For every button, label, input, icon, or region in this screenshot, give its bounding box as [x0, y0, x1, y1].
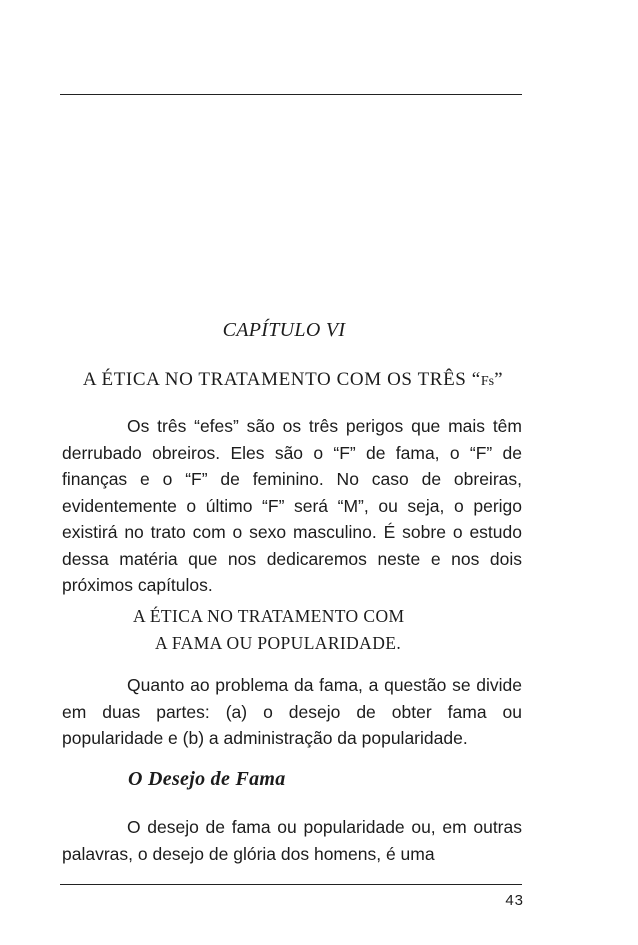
- section-title: [133, 603, 513, 657]
- chapter-title-end: ”: [494, 369, 504, 390]
- paragraph-fame: Quanto ao problema da fama, a questão se divide em duas partes: (a) o desejo de obter fama ou popularidade e (b) a administração da popularidade.: [62, 675, 522, 748]
- section-title-line-1: A ÉTICA NO TRATAMENTO COM: [133, 606, 405, 626]
- chapter-title-main: A ÉTICA NO TRATAMENTO COM OS TRÊS “: [82, 369, 481, 390]
- chapter-title-small: Fs: [480, 374, 495, 389]
- page-number: 43: [505, 892, 524, 909]
- chapter-title: [62, 369, 524, 391]
- subheading: O Desejo de Fama: [128, 768, 286, 790]
- top-rule: [60, 94, 522, 95]
- paragraph-intro: Os três “efes” são os três perigos que mais têm derrubado obreiros. Eles são o “F” de fama, o “F” de finanças e o “F” de feminino. No caso de obreiras, evidentemente o último “F” será “M”, ou seja, o perigo existirá no trato com o sexo masculino. É sobre o estudo dessa matéria que nos dedicaremos neste e nos dois próximos capítulos.: [62, 416, 522, 595]
- section-title-line-2: A FAMA OU POPULARIDADE.: [155, 633, 402, 653]
- chapter-label: CAPÍTULO VI: [222, 319, 346, 341]
- bottom-rule: [60, 884, 522, 885]
- paragraph-desire: O desejo de fama ou popularidade ou, em outras palavras, o desejo de glória dos homens, é uma: [62, 817, 522, 864]
